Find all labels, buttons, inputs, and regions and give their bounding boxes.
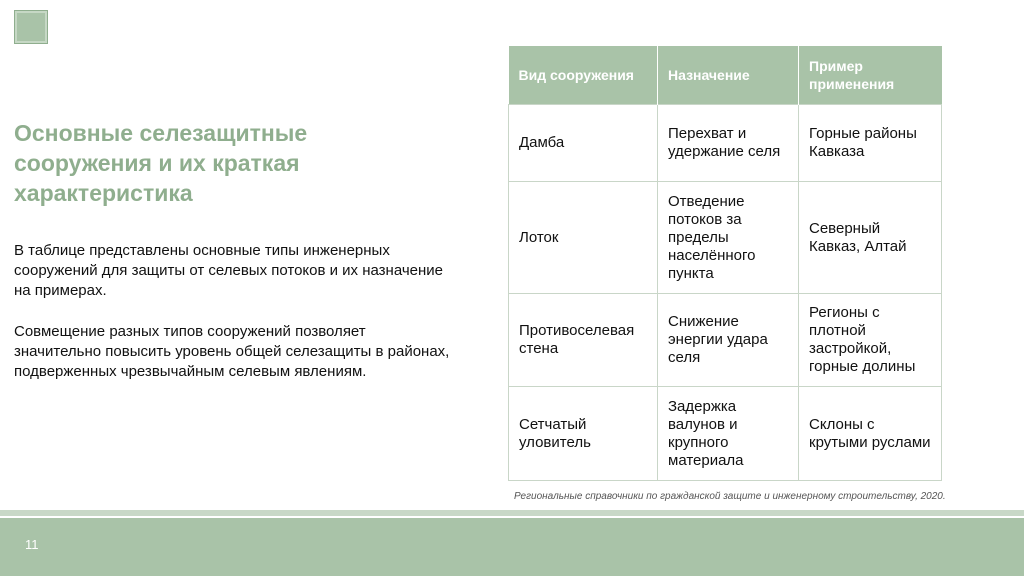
- table-cell: Лоток: [509, 182, 658, 294]
- table-cell: Склоны с крутыми руслами: [799, 387, 942, 481]
- structures-table: [508, 46, 942, 481]
- intro-paragraph: В таблице представлены основные типы инженерных сооружений для защиты от селевых потоков и их назначение на примерах.: [14, 242, 444, 299]
- table-cell: Задержка валунов и крупного материала: [658, 387, 799, 481]
- header-example: Пример применения: [799, 46, 942, 105]
- table-cell: Снижение энергии удара селя: [658, 294, 799, 387]
- table-row: [509, 387, 942, 481]
- table-cell: Отведение потоков за пределы населённого пункта: [658, 182, 799, 294]
- table-cell: Северный Кавказ, Алтай: [799, 182, 942, 294]
- source-caption: Региональные справочники по гражданской защите и инженерному строительству, 2020.: [514, 491, 946, 502]
- table-cell: Сетчатый уловитель: [509, 387, 658, 481]
- table-cell: Горные районы Кавказа: [799, 105, 942, 182]
- table-row: [509, 294, 942, 387]
- summary-paragraph: Совмещение разных типов сооружений позволяет значительно повысить уровень общей селезащиты в районах, подверженных чрезвычайным селевым явлениям.: [14, 323, 450, 380]
- table-cell: Противоселевая стена: [509, 294, 658, 387]
- logo-square: [14, 10, 48, 44]
- footer-bar: [0, 518, 1024, 576]
- table-cell: Регионы с плотной застройкой, горные долины: [799, 294, 942, 387]
- table-header-row: [509, 46, 942, 105]
- header-type: Вид сооружения: [509, 46, 658, 105]
- footer-divider: [0, 510, 1024, 516]
- table-cell: Перехват и удержание селя: [658, 105, 799, 182]
- table-row: [509, 105, 942, 182]
- slide-title: Основные селезащитные сооружения и их краткая характеристика: [14, 120, 308, 206]
- header-purpose: Назначение: [658, 46, 799, 105]
- page-number: 11: [25, 537, 39, 552]
- table-cell: Дамба: [509, 105, 658, 182]
- table-row: [509, 182, 942, 294]
